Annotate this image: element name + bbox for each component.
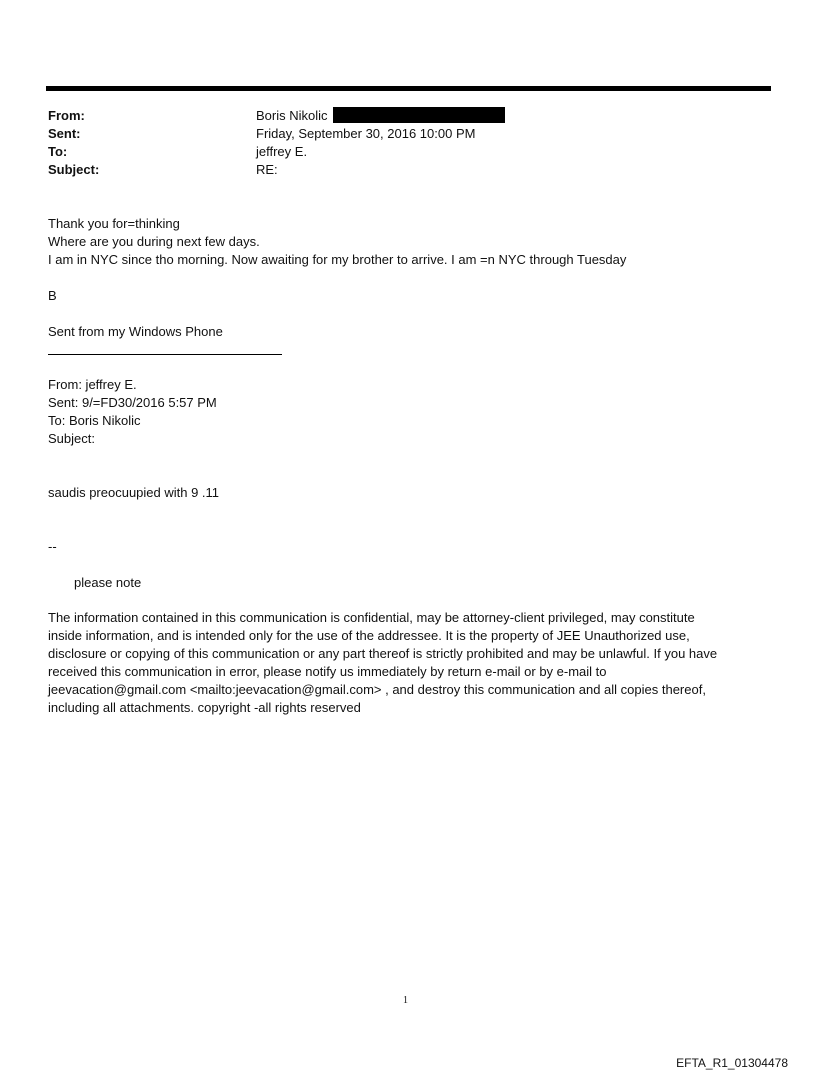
quoted-to: To: Boris Nikolic	[48, 413, 141, 428]
reply-line-3: I am in NYC since tho morning. Now awaiting for my brother to arrive. I am =n NYC through Tuesday	[48, 252, 627, 267]
page-number: 1	[403, 995, 408, 1006]
disclaimer-line: jeevacation@gmail.com <mailto:jeevacation@gmail.com> , and destroy this communication and all copies thereof,	[48, 682, 706, 697]
sent-label: Sent:	[48, 126, 81, 141]
quoted-sent: Sent: 9/=FD30/2016 5:57 PM	[48, 395, 217, 410]
from-name: Boris Nikolic	[256, 108, 328, 123]
please-note: please note	[74, 575, 142, 590]
quoted-dashes: --	[48, 539, 57, 554]
subject-value: RE:	[256, 162, 278, 177]
reply-line-1: Thank you for=thinking	[48, 216, 180, 231]
sent-value: Friday, September 30, 2016 10:00 PM	[256, 126, 476, 141]
subject-label: Subject:	[48, 162, 100, 177]
to-label: To:	[48, 144, 68, 159]
redaction-block	[333, 107, 505, 123]
reply-line-2: Where are you during next few days.	[48, 234, 260, 249]
sent-from-line: Sent from my Windows Phone	[48, 324, 223, 339]
from-label: From:	[48, 108, 85, 123]
reply-signature: B	[48, 288, 57, 303]
disclaimer-line: inside information, and is intended only for the use of the addressee. It is the property of JEE Unauthorized use,	[48, 628, 690, 643]
disclaimer-line: including all attachments. copyright -all rights reserved	[48, 700, 361, 715]
quoted-from: From: jeffrey E.	[48, 377, 137, 392]
from-value	[256, 107, 505, 125]
quoted-body: saudis preocuupied with 9 .11	[48, 485, 220, 500]
disclaimer-line: received this communication in error, please notify us immediately by return e-mail or by e-mail to	[48, 664, 607, 679]
to-value: jeffrey E.	[256, 144, 308, 159]
disclaimer-line: disclosure or copying of this communication or any part thereof is strictly prohibited and may be unlawful. If you have	[48, 646, 718, 661]
quote-separator	[48, 354, 282, 355]
quoted-subject: Subject:	[48, 431, 95, 446]
document-id-stamp: EFTA_R1_01304478	[676, 1056, 788, 1070]
confidentiality-disclaimer	[48, 609, 768, 717]
disclaimer-line: The information contained in this communication is confidential, may be attorney-client privileged, may constitute	[48, 610, 695, 625]
header-rule	[46, 86, 771, 91]
